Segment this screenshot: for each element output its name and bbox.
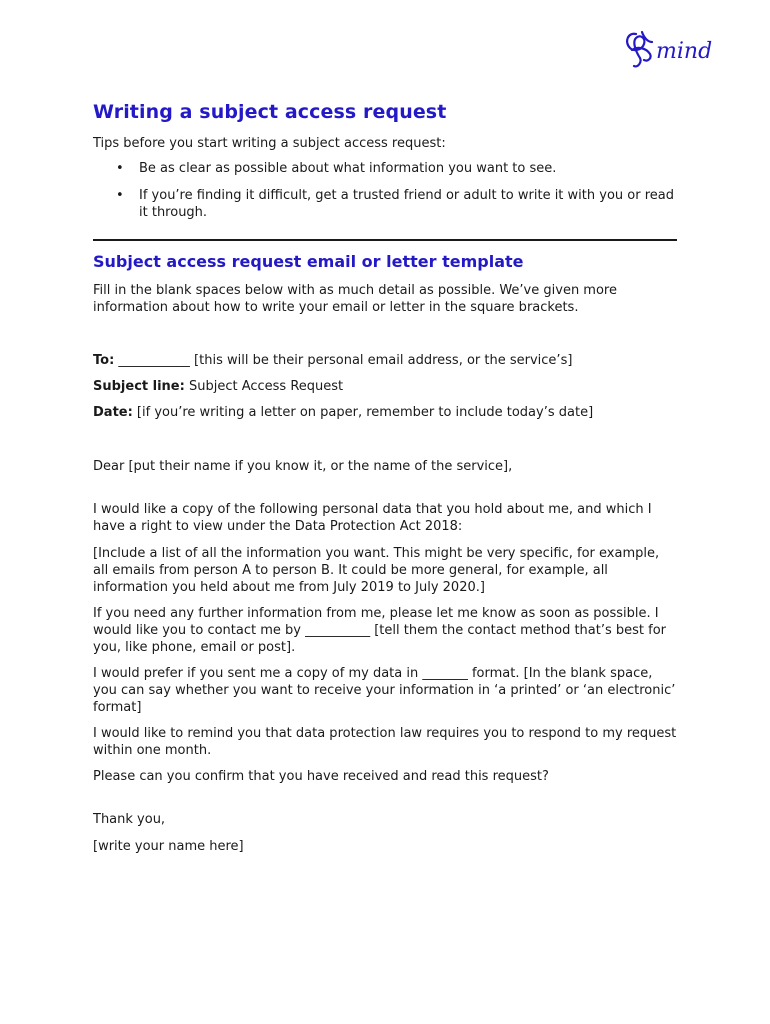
to-label: To: bbox=[93, 353, 115, 368]
closing: Thank you, bbox=[93, 812, 166, 827]
greeting: Dear [put their name if you know it, or the name of the service], bbox=[93, 459, 513, 474]
mind-logo bbox=[622, 28, 726, 72]
body-paragraph: I would prefer if you sent me a copy of my data in _______ format. [In the blank space, you can say whether you want to receive your information in ‘a printed’ or ‘an electronic’ format] bbox=[93, 666, 676, 715]
mind-logo-mark bbox=[622, 28, 726, 72]
subject-line bbox=[93, 378, 677, 395]
tip-text: If you’re finding it difficult, get a trusted friend or adult to write it with you or read it through. bbox=[139, 188, 674, 220]
divider bbox=[93, 239, 677, 241]
bullet-icon: • bbox=[116, 188, 124, 203]
subject-label: Subject line: bbox=[93, 379, 185, 394]
to-line bbox=[93, 352, 677, 369]
page-title: Writing a subject access request bbox=[93, 101, 447, 123]
section-title: Subject access request email or letter template bbox=[93, 252, 524, 271]
template-intro: Fill in the blank spaces below with as much detail as possible. We’ve given more information about how to write your email or letter in the square brackets. bbox=[93, 283, 617, 315]
list-item bbox=[93, 160, 677, 177]
tips-list bbox=[93, 160, 677, 231]
date-text: [if you’re writing a letter on paper, remember to include today’s date] bbox=[132, 405, 594, 420]
date-line bbox=[93, 404, 677, 421]
list-item bbox=[93, 187, 677, 221]
tip-text: Be as clear as possible about what information you want to see. bbox=[139, 161, 557, 176]
body-paragraph: I would like to remind you that data protection law requires you to respond to my request within one month. bbox=[93, 726, 677, 758]
body-paragraph: I would like a copy of the following personal data that you hold about me, and which I have a right to view under the Data Protection Act 2018: bbox=[93, 502, 652, 534]
to-text: ___________ [this will be their personal email address, or the service’s] bbox=[114, 353, 573, 368]
body-paragraph: If you need any further information from me, please let me know as soon as possible. I would like you to contact me by __________ [tell them the contact method that’s best for you, like phone, email or post]. bbox=[93, 606, 667, 655]
date-label: Date: bbox=[93, 405, 133, 420]
signature-placeholder: [write your name here] bbox=[93, 839, 244, 854]
body-paragraph: Please can you confirm that you have received and read this request? bbox=[93, 769, 549, 784]
logo-wordmark: mind bbox=[656, 39, 713, 64]
intro-text: Tips before you start writing a subject access request: bbox=[93, 136, 446, 151]
body-paragraph: [Include a list of all the information you want. This might be very specific, for example, all emails from person A to person B. It could be more general, for example, all information you held about me from July 2019 to July 2020.] bbox=[93, 546, 660, 595]
subject-text: Subject Access Request bbox=[184, 379, 344, 394]
bullet-icon: • bbox=[116, 161, 124, 176]
